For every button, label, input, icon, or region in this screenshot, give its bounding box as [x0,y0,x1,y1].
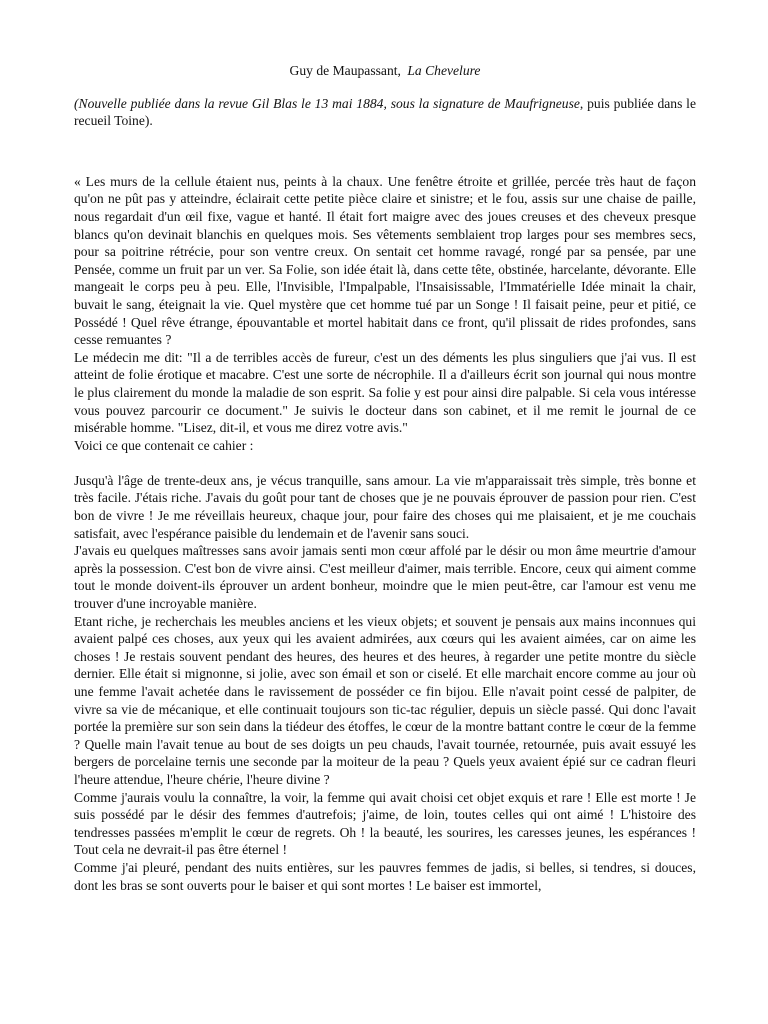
publication-signature: Maufrigneuse [504,95,580,111]
author-name: Guy de Maupassant, [289,63,401,78]
paragraph-journal-4: Comme j'aurais voulu la connaître, la voir, la femme qui avait choisi cet objet exquis et rare ! Elle est morte ! Je suis possédé par le désir des femmes d'autrefois; j'aime, de loin, toutes celles qui ont aimé ! L'histoire des tendresses passées m'emplit le cœur de regrets. Oh ! la beauté, les sourires, les caresses jeunes, les espérances ! Tout cela ne devrait-il pas être éternel ! [74,789,696,858]
document-title [74,62,696,80]
publication-note-rest: , puis publiée dans le recueil Toine). [74,95,696,129]
work-title: La Chevelure [407,63,481,78]
paragraph-spacer [74,454,696,472]
paragraph-journal-1: Jusqu'à l'âge de trente-deux ans, je vécus tranquille, sans amour. La vie m'apparaissait très simple, très bonne et très facile. J'étais riche. J'avais du goût pour tant de choses que je ne pouvais éprouver de passion pour rien. C'est bon de vivre ! Je me réveillais heureux, chaque jour, pour faire des choses qui me plaisaient, et je me couchais satisfait, avec l'espérance paisible du lendemain et de l'avenir sans souci. [74,472,696,541]
document-page [74,62,696,894]
publication-note-text: (Nouvelle publiée dans la revue Gil Blas le 13 mai 1884, sous la signature de [74,95,501,111]
paragraph-doctor-speech: Le médecin me dit: "Il a de terribles accès de fureur, c'est un des déments les plus singuliers que j'ai vus. Il est atteint de folie érotique et macabre. C'est une sorte de nécrophile. Il a d'ailleurs écrit son journal qui nous montre le plus clairement du monde la maladie de son esprit. Sa folie y est pour ainsi dire palpable. Si cela vous intéresse vous pouvez parcourir ce document." Je suivis le docteur dans son cabinet, et il me remit le journal de ce misérable homme. "Lisez, dit-il, et vous me direz votre avis." [74,349,696,436]
publication-note [74,95,696,130]
paragraph-journal-2: J'avais eu quelques maîtresses sans avoir jamais senti mon cœur affolé par le désir ou mon âme meurtrie d'amour après la possession. C'est bon de vivre ainsi. C'est meilleur d'aimer, mais terrible. Encore, ceux qui aiment comme tout le monde doivent-ils éprouver un ardent bonheur, moindre que le mien peut-être, car l'amour est venu me trouver d'une incroyable manière. [74,543,696,612]
paragraph-notebook-intro: Voici ce que contenait ce cahier : [74,437,254,453]
paragraph-journal-5: Comme j'ai pleuré, pendant des nuits entières, sur les pauvres femmes de jadis, si belles, si tendres, si douces, dont les bras se sont ouverts pour le baiser et qui sont mortes ! Le baiser est immortel, [74,859,696,893]
paragraph-journal-3: Etant riche, je recherchais les meubles anciens et les vieux objets; et souvent je pensais aux mains inconnues qui avaient palpé ces choses, aux yeux qui les avaient admirées, aux cœurs qui les avaient aimées, car on aime les choses ! Je restais souvent pendant des heures, des heures et des heures, à regarder une petite montre du siècle dernier. Elle était si mignonne, si jolie, avec son émail et son or ciselé. Et elle marchait encore comme au jour où une femme l'avait achetée dans le ravissement de posséder ce fin bijou. Elle n'avait point cessé de palpiter, de vivre sa vie de mécanique, et elle continuait toujours son tic-tac régulier, depuis un siècle passé. Qui donc l'avait portée la première sur son sein dans la tiédeur des étoffes, le cœur de la montre battant contre le cœur de la femme ? Quelle main l'avait tenue au bout de ses doigts un peu chauds, l'avait tournée, retournée, puis avait essuyé les bergers de porcelaine ternis une seconde par la moiteur de la peau ? Quels yeux avaient épié sur ce cadran fleuri l'heure attendue, l'heure chérie, l'heure divine ? [74,613,696,787]
paragraph-cell-description: « Les murs de la cellule étaient nus, peints à la chaux. Une fenêtre étroite et grillée, percée très haut de façon qu'on ne pût pas y atteindre, éclairait cette petite pièce claire et sinistre; et le fou, assis sur une chaise de paille, nous regardait d'un œil fixe, vague et hanté. Il était fort maigre avec des joues creuses et des cheveux presque blancs qu'on devinait blanchis en quelques mois. Ses vêtements semblaient trop larges pour ses membres secs, pour sa poitrine rétrécie, pour son ventre creux. On sentait cet homme ravagé, rongé par sa pensée, par une Pensée, comme un fruit par un ver. Sa Folie, son idée était là, dans cette tête, obstinée, harcelante, dévorante. Elle mangeait le corps peu à peu. Elle, l'Invisible, l'Impalpable, l'Insaisissable, l'Immatérielle Idée minait la chair, buvait le sang, éteignait la vie. Quel mystère que cet homme tué par un Songe ! Il faisait peine, peur et pitié, ce Possédé ! Quel rêve étrange, épouvantable et mortel habitait dans ce front, qu'il plissait de rides profondes, sans cesse remuantes ? [74,173,696,348]
